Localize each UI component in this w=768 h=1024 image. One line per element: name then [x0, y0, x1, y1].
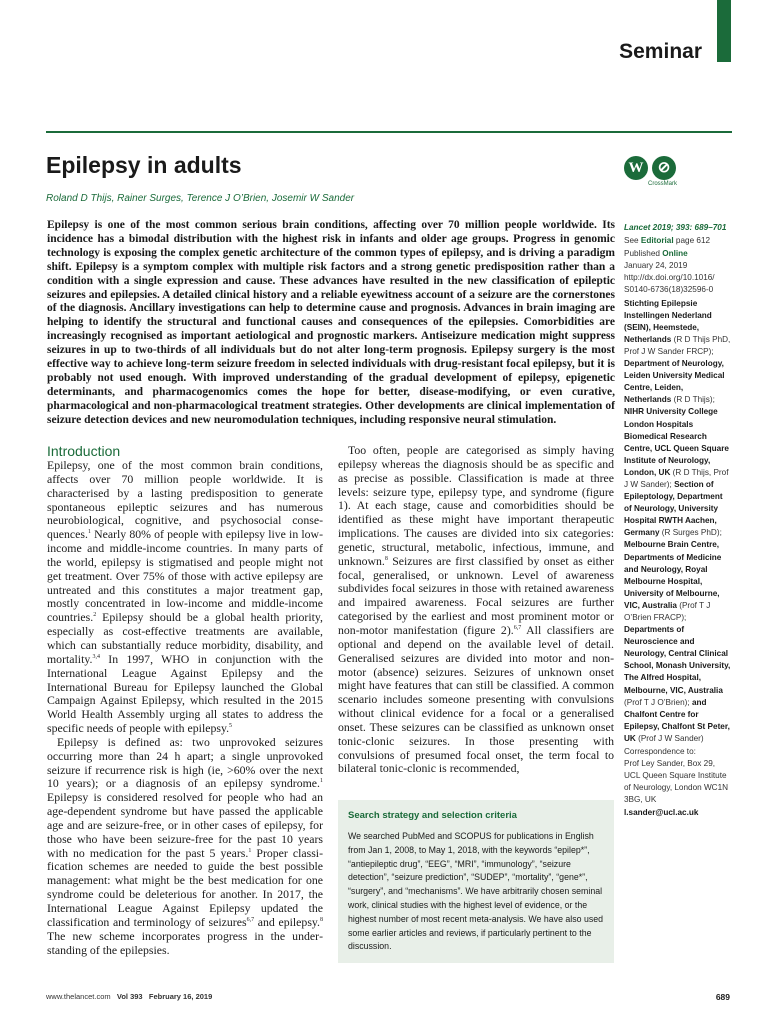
- footer-volume: Vol 393: [116, 992, 143, 1001]
- article-title: Epilepsy in adults: [46, 152, 242, 178]
- see-suffix: page 612: [675, 236, 711, 246]
- affiliation-5: Melbourne Brain Centre, Departments of Medicine and Neurology, Royal Melbourne Hospital, University of Melbourne, VIC, Australia: [624, 540, 722, 610]
- affiliation-4-people: (R Surges PhD);: [661, 528, 722, 538]
- footer-journal: [46, 992, 212, 1001]
- correspondence-email[interactable]: l.sander@ucl.ac.uk: [624, 807, 699, 817]
- affiliation-4: Section of Epileptology, Department of Neurology, University Hospital RWTH Aachen, Germany: [624, 479, 723, 538]
- affiliation-1-people: (R D Thijs PhD, Prof J W Sander FRCP);: [624, 334, 731, 356]
- affiliation-1: Stichting Epilepsie Instellingen Nederland (SEIN), Heemstede, Netherlands: [624, 298, 712, 344]
- section-label: Seminar: [619, 40, 702, 63]
- affiliation-3-people: (R D Thijs, Prof J W Sander);: [624, 467, 729, 489]
- crossmark-icon[interactable]: ⊘: [652, 156, 676, 180]
- citation: Lancet 2019; 393: 689–701: [624, 223, 727, 232]
- doi-line-2[interactable]: S0140-6736(18)32596-0: [624, 285, 714, 295]
- published-date: January 24, 2019: [624, 261, 688, 271]
- search-strategy-title: Search strategy and selection criteria: [348, 810, 517, 821]
- search-strategy-panel: [338, 800, 614, 963]
- affiliation-6-people: (Prof T J O’Brien);: [624, 697, 690, 707]
- body-column-1: [47, 459, 323, 957]
- footer-site[interactable]: www.thelancet.com: [46, 992, 111, 1001]
- affiliation-5-people: (Prof T J O’Brien FRACP);: [624, 600, 711, 622]
- page-number: 689: [715, 992, 730, 1002]
- online-link[interactable]: Online: [662, 249, 688, 259]
- correspondence-label: Correspondence to:: [624, 747, 696, 757]
- body-column-2: [338, 444, 614, 776]
- badge-group: [624, 156, 678, 190]
- author-list: Roland D Thijs, Rainer Surges, Terence J O’Brien, Josemir W Sander: [46, 193, 355, 204]
- footer-date: February 16, 2019: [148, 992, 213, 1001]
- search-strategy-text: We searched PubMed and SCOPUS for publications in English from Jan 1, 2008, to May 1, 2018, with the keywords “epilep*”, “antiepileptic drug”, “EEG”, “MRI”, “immunology”, “seizure detection”, “seizure prediction”, “SUDEP”, “mortality”, “gene*”, “surgery”, and “mechanisms”. We have arbitrarily chosen seminal work, clinical studies with the highest level of evidence, or the highest number of most recent meta-analysis. We have also used some earlier articles and reviews, if particularly pertinent to the discussion.: [348, 831, 604, 952]
- doi-line-1[interactable]: http://dx.doi.org/10.1016/: [624, 273, 715, 283]
- intro-paragraph-1: Epilepsy, one of the most common brain conditions, affects over 70 million people worldwide. It is characterised by a lasting predisposition to generate spontaneous epileptic seizures and has numerous neurobiological, cognitive, and psychosocial consequences.$^1$ Nearly 80% of people with epilepsy live in low-income and middle-income countries. In many parts of the world, epilepsy is stigmatised and people might not get treatment. Over 75% of those with active epilepsy are untreated and this constitutes a major treatment gap, mostly concentrated in low-income and middle-income countries.$^2$ Epilepsy should be a global health priority, especially as cost-effective treatments are available, which can substantially reduce morbidity, disability, and mortality.$^{3,4}$ In 1997, WHO in conjunction with the International League Against Epilepsy and the International Bureau for Epilepsy launched the Global Campaign Against Epilepsy, which resulted in the 2015 World Health Assembly urging all states to address the specific needs of people with epilepsy.$^5$: [47, 458, 323, 736]
- affiliation-6: Departments of Neuroscience and Neurology, Central Clinical School, Monash University, The Alfred Hospital, Melbourne, VIC, Australia: [624, 625, 731, 695]
- section-color-bar: [717, 0, 731, 62]
- affiliation-7-people: (Prof J W Sander): [638, 733, 704, 743]
- article-badge-icon[interactable]: W: [624, 156, 648, 180]
- affiliation-3: NIHR University College London Hospitals Biomedical Research Centre, UCL Queen Square Institute of Neurology, London, UK: [624, 407, 729, 477]
- editorial-link[interactable]: Editorial: [640, 236, 674, 246]
- published-prefix: Published: [624, 249, 660, 259]
- correspondence-name: Prof Ley Sander, Box 29,: [624, 759, 716, 769]
- sidebar-notes: [624, 222, 732, 820]
- classification-paragraph: Too often, people are categorised as simply having epilepsy whereas the diagnosis should be as specific and as precise as possible. Classification is made at three levels: seizure type, epilepsy type, and syndrome (figure 1). At each stage, cause and comorbidities should be identified as these might have important therapeutic implications. The causes are divided into six categories: genetic, structural, metabolic, infectious, immune, and unknown.$^8$ Seizures are first classified by onset as either focal, generalised, or unknown. Level of awareness subdivides focal seizures in those with retained awareness and impaired awareness. Focal seizures are further categorised by the earliest and most prominent motor or non-motor manifestation (figure 2).$^{6,7}$ All classifiers are optional and depend on the available level of detail. Generalised seizures are divided into motor and non-motor (absence) seizures. Seizures of unknown onset might have features that can still be classified. A common scenario includes someone presenting with convulsions without clinical evidence for a focal or a generalised onset. These seizures can be classified as unknown onset tonic-clonic seizures. In those presenting with convulsions of presumed focal onset, the term focal to bilateral tonic-clonic is recommended,: [338, 443, 615, 776]
- abstract: Epilepsy is one of the most common serious brain conditions, affecting over 70 million people worldwide. Its incidence has a bimodal distribution with the highest risk in infants and older age groups. Progress in genomic technology is exposing the complex genetic architecture of the common types of epilepsy, and is driving a paradigm shift. Epilepsy is a symptom complex with multiple risk factors and a strong genetic predisposition rather than a condition with a single expression and cause. These advances have resulted in the new classification of epileptic seizures and epilepsies. A detailed clinical history and a reliable eyewitness account of a seizure are the cornerstones of the diagnosis. Ancillary investigations can help to determine cause and prognosis. Advances in brain imaging are helping to identify the structural and functional causes and consequences of the epilepsies. Comorbidities are increasingly recognised as important aetiological and prognostic markers. Antiseizure medication might suppress seizures in up to two-thirds of all individuals but do not alter long-term prognosis. Epilepsy surgery is the most effective way to achieve long-term seizure freedom in selected individuals with drug-resistant focal epilepsy, but it is probably not used enough. With improved understanding of the gradual development of epilepsy, epigenetic determinants, and pharmacogenomics comes the hope for better, disease-modifying, or even curative, pharmacological and non-pharmacological treatment strategies. Other developments are clinical implementation of seizure detection devices and new neuromodulation techniques, including responsive neural stimulation.: [47, 219, 615, 426]
- intro-paragraph-2: Epilepsy is defined as: two unprovoked seizures occurring more than 24 h apart; a single unprovoked seizure if recurrence risk is high (ie, >60% over the next 10 years); or a diagnosis of an epilepsy syndrome.$^1$ Epilepsy is considered resolved for people who had an age-dependent syndrome but have passed the applicable age and are seizure-free, or in other cases of epilepsy, for those who have been seizure-free for the past 10 years with no medication for the past 5 years.$^1$ Proper classification schemes are needed to guide the best possible management: what might be the best medication for one syndrome could be deleterious for another. In 2017, the International League Against Epilepsy updated the classification and terminology of seizures$^{6,7}$ and epilepsy.$^8$ The new scheme incorporates progress in the understanding of the epilepsies.: [47, 734, 324, 957]
- correspondence-address: UCL Queen Square Institute of Neurology, London WC1N 3BG, UK: [624, 771, 729, 805]
- crossmark-label: CrossMark: [648, 181, 678, 187]
- affiliation-7: and Chalfont Centre for Epilepsy, Chalfont St Peter, UK: [624, 697, 730, 743]
- affiliation-2-people: (R D Thijs);: [673, 395, 715, 405]
- affiliation-2: Department of Neurology, Leiden University Medical Centre, Leiden, Netherlands: [624, 359, 725, 405]
- see-prefix: See: [624, 236, 639, 246]
- header-rule: [46, 131, 732, 133]
- introduction-heading: Introduction: [47, 443, 121, 459]
